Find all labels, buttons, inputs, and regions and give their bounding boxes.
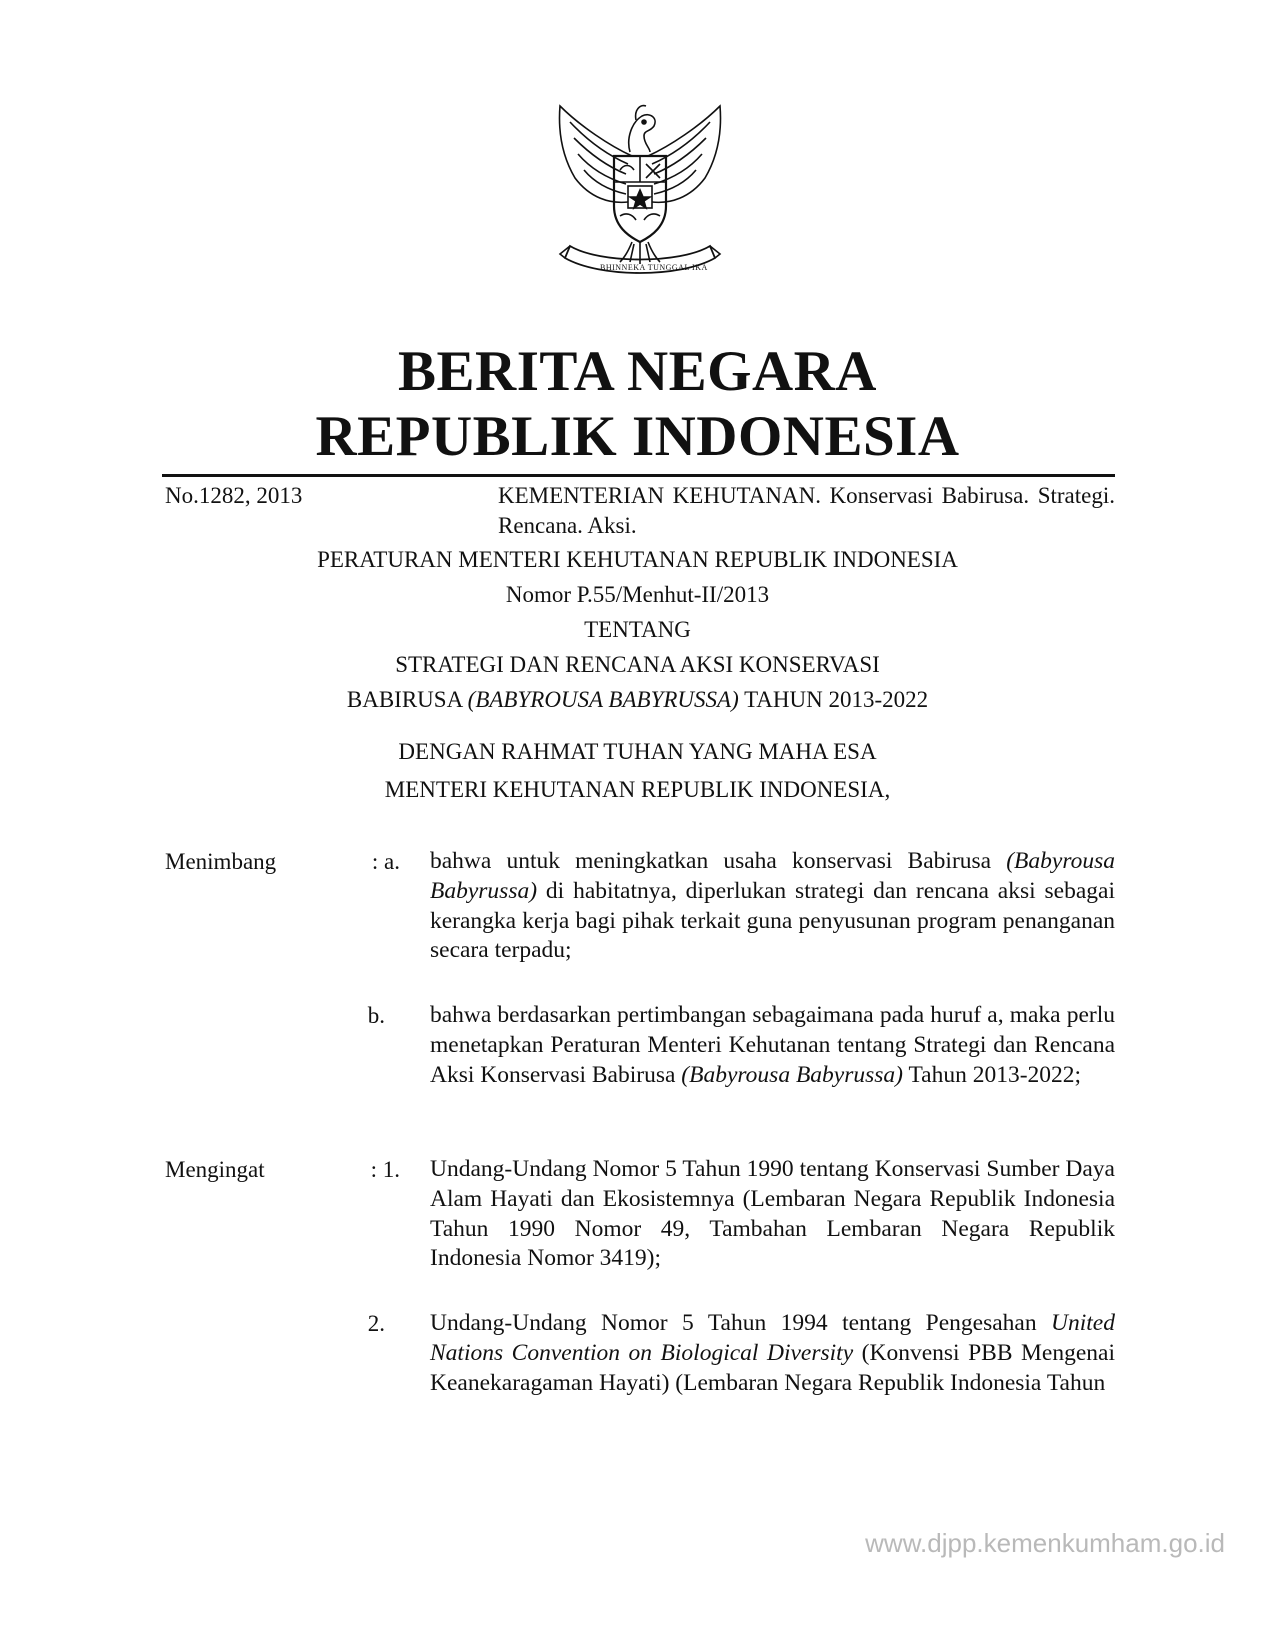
regulation-number: Nomor P.55/Menhut-II/2013 [505,582,770,607]
regulation-about: TENTANG [584,617,691,642]
menimbang-label: Menimbang [165,849,277,874]
regulation-title: PERATURAN MENTERI KEHUTANAN REPUBLIK INDONESIA [317,547,958,572]
mengingat-1-text: Undang-Undang Nomor 5 Tahun 1990 tentang Konservasi Sumber Daya Alam Hayati dan Ekosistemnya (Lembaran Negara Republik Indonesia Tahun 1990 Nomor 49, Tambahan Lembaran Negara Republik Indonesia Nomor 3419); [430,1156,1115,1272]
mengingat-1-marker: : 1. [370,1157,400,1182]
masthead-title: BERITA NEGARA [398,340,877,403]
menimbang-a-marker: : a. [371,849,400,874]
menimbang-b-marker: b. [367,1003,385,1028]
emblem-motto: BHINNEKA TUNGGAL IKA [600,263,708,272]
masthead-subtitle: REPUBLIK INDONESIA [315,405,960,468]
masthead-rule [162,474,1115,477]
garuda-pancasila-emblem-icon [540,86,740,286]
regulation-subject-line1: STRATEGI DAN RENCANA AKSI KONSERVASI [395,652,880,677]
watermark-url: www.djpp.kemenkumham.go.id [865,1528,1225,1558]
issue-number: No.1282, 2013 [165,483,303,508]
preamble-line1: DENGAN RAHMAT TUHAN YANG MAHA ESA [398,739,877,764]
mengingat-2-marker: 2. [367,1311,385,1336]
regulation-subject-line2: BABIRUSA (BABYROUSA BABYRUSSA) TAHUN 2013-2022 [346,687,929,712]
mengingat-label: Mengingat [165,1157,265,1182]
mengingat-2-text: Undang-Undang Nomor 5 Tahun 1994 tentang Pengesahan United Nations Convention on Biological Diversity (Konvensi PBB Mengenai Keanekaragaman Hayati) (Lembaran Negara Republik Indonesia Tahun [430,1310,1115,1396]
menimbang-a-text: bahwa untuk meningkatkan usaha konservasi Babirusa (Babyrousa Babyrussa) di habitatnya, diperlukan strategi dan rencana aksi sebagai kerangka kerja bagi pihak terkait guna penyusunan program penanganan secara terpadu; [430,848,1115,964]
preamble-line2: MENTERI KEHUTANAN REPUBLIK INDONESIA, [384,777,891,802]
menimbang-b-text: bahwa berdasarkan pertimbangan sebagaimana pada huruf a, maka perlu menetapkan Peraturan Menteri Kehutanan tentang Strategi dan Rencana Aksi Konservasi Babirusa (Babyrousa Babyrussa) Tahun 2013-2022; [430,1002,1115,1088]
issue-subject: KEMENTERIAN KEHUTANAN. Konservasi Babirusa. Strategi. Rencana. Aksi. [498,483,1115,538]
